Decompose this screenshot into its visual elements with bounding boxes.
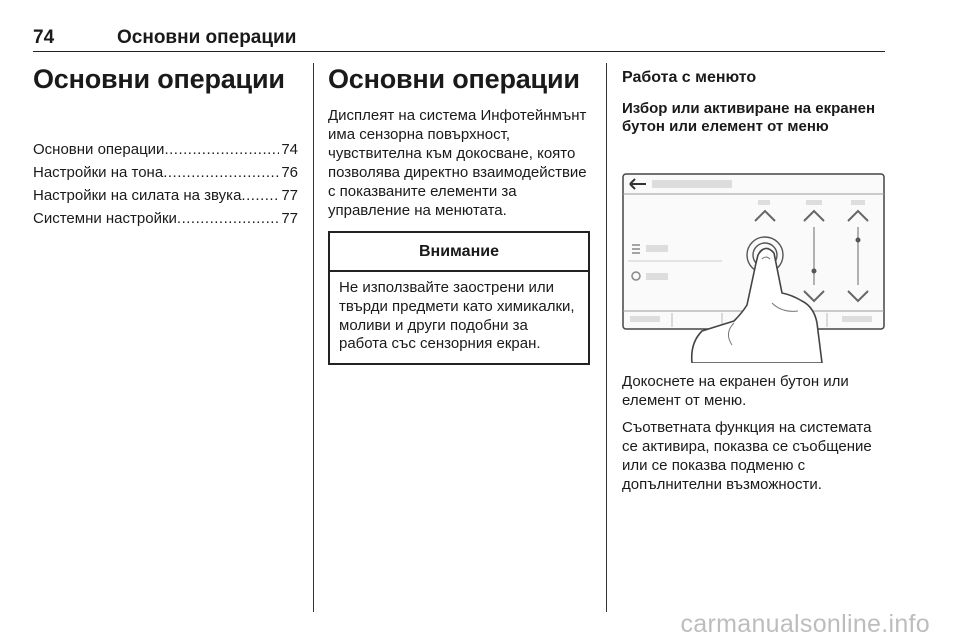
column-2 [328,62,590,365]
column-divider-1 [313,63,314,612]
watermark: carmanualsonline.info [680,610,930,638]
toc-page: 77 [281,187,298,204]
section-title: Основни операции [328,64,580,94]
instruction-paragraph-1: Докоснете на екранен бутон или елемент от меню. [622,373,849,409]
menu-heading: Работа с менюто [622,69,757,86]
table-of-contents [33,138,298,230]
toc-entry[interactable] [33,207,298,230]
column-1 [33,62,298,230]
toc-entry[interactable] [33,184,298,207]
menu-subheading: Избор или активиране на екранен бутон или елемент от меню [622,100,876,135]
intro-paragraph: Дисплеят на система Инфотейнмънт има сензорна повърхност, чувствителна към докосване, която позволява директно взаимодействие с показваните елементи за управление на менютата. [328,107,587,219]
caution-heading: Внимание [330,233,588,272]
toc-leader [177,207,279,230]
toc-leader [163,161,279,184]
toc-label: Системни настройки [33,210,177,227]
touchscreen-figure-svg [622,173,885,363]
instruction-paragraph-2: Съответната функция на системата се активира, показва се съобщение или се показва подменю с допълнителни възможности. [622,419,872,493]
toc-entry[interactable] [33,161,298,184]
caution-box [328,231,590,365]
chapter-title: Основни операции [33,64,285,94]
toc-page: 76 [281,164,298,181]
column-divider-2 [606,63,607,612]
page-number: 74 [33,27,55,48]
header-rule [33,51,885,52]
touchscreen-illustration [622,173,885,363]
toc-label: Основни операции [33,141,165,158]
column-3 [622,62,885,494]
toc-entry[interactable] [33,138,298,161]
page-header [33,27,885,53]
toc-label: Настройки на тона [33,164,164,181]
toc-leader [164,138,279,161]
caution-text: Не използвайте заострени или твърди предмети като химикалки, моливи и други подобни за работа със сензорния екран. [339,279,575,353]
header-title: Основни операции [117,27,297,48]
toc-page: 74 [281,141,298,158]
toc-page: 77 [281,210,298,227]
toc-leader [241,184,279,207]
toc-label: Настройки на силата на звука [33,187,242,204]
